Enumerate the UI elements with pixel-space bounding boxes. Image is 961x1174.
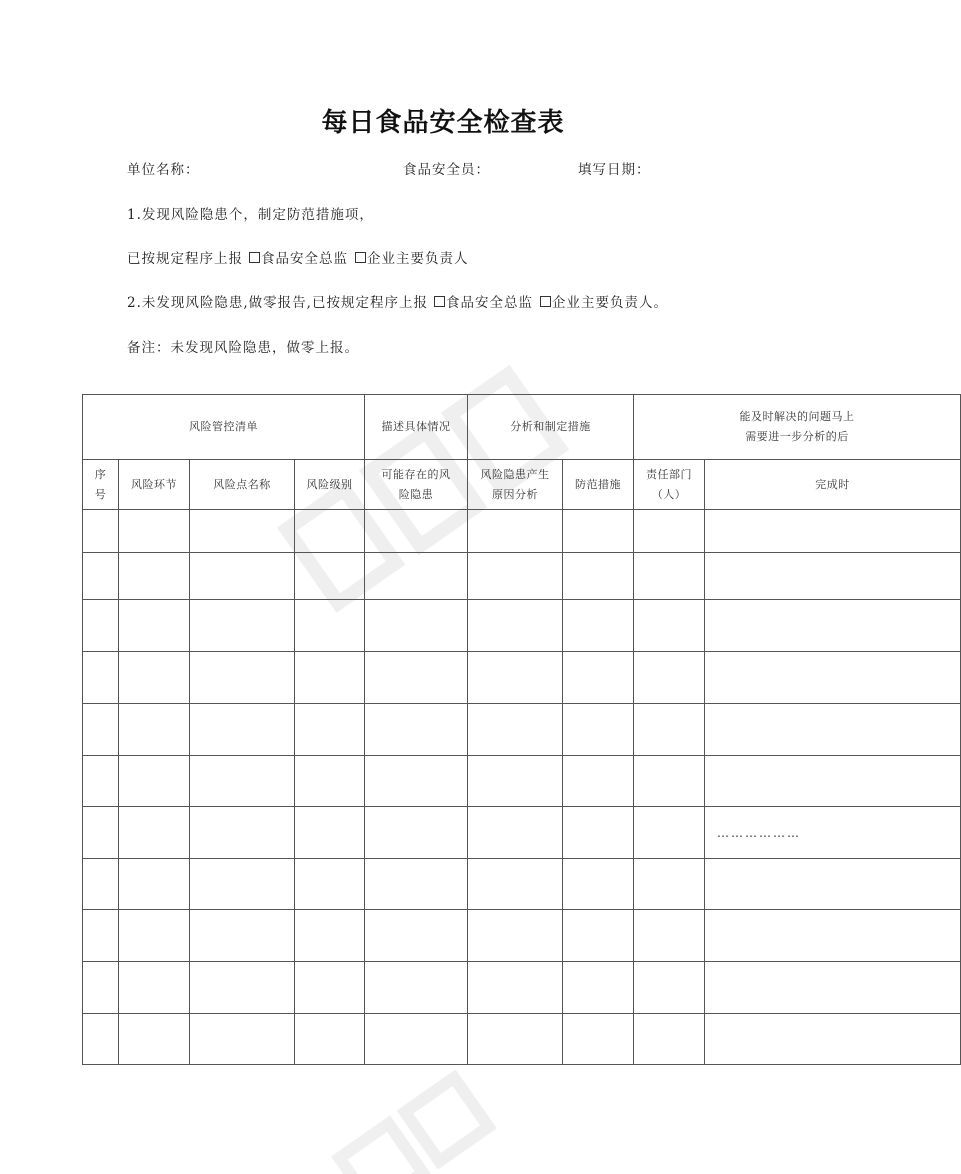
col-dept-line2: （人） — [651, 487, 687, 501]
col-seq — [83, 460, 119, 510]
table-cell[interactable] — [468, 910, 563, 962]
table-cell[interactable] — [705, 600, 961, 652]
table-cell[interactable] — [705, 756, 961, 807]
col-possible-hazard — [365, 460, 468, 510]
table-cell[interactable] — [563, 510, 634, 553]
table-cell[interactable] — [563, 553, 634, 600]
table-cell[interactable] — [295, 652, 365, 704]
table-cell[interactable] — [295, 704, 365, 756]
table-cell[interactable] — [119, 807, 190, 859]
table-cell[interactable] — [365, 910, 468, 962]
table-row — [83, 600, 961, 652]
remark: 备注：未发现风险隐患，做零上报。 — [127, 340, 359, 356]
col-cause-line1: 风险隐患产生 — [480, 467, 550, 481]
table-cell[interactable] — [295, 553, 365, 600]
table-cell[interactable] — [634, 1014, 705, 1065]
table-cell[interactable] — [468, 600, 563, 652]
table-cell[interactable] — [705, 910, 961, 962]
table-cell[interactable] — [365, 1014, 468, 1065]
option-company-head-2: 企业主要负责人。 — [551, 295, 668, 311]
table-cell[interactable] — [468, 510, 563, 553]
table-cell[interactable] — [190, 510, 295, 553]
header-risk-list: 风险管控清单 — [83, 395, 365, 460]
table-cell[interactable] — [119, 910, 190, 962]
table-cell[interactable] — [563, 910, 634, 962]
inspection-table — [82, 394, 961, 1065]
table-cell[interactable] — [119, 652, 190, 704]
table-cell[interactable] — [83, 1014, 119, 1065]
table-cell[interactable] — [468, 652, 563, 704]
checkbox-food-safety-director[interactable] — [249, 252, 260, 263]
table-cell[interactable] — [705, 510, 961, 553]
table-row — [83, 910, 961, 962]
unit-name-label: 单位名称： — [127, 162, 200, 178]
table-cell[interactable] — [365, 652, 468, 704]
table-cell[interactable] — [634, 510, 705, 553]
table-cell[interactable] — [634, 962, 705, 1014]
table-cell[interactable] — [563, 962, 634, 1014]
statement-risk-found: 1.发现风险隐患个，制定防范措施项， — [127, 207, 374, 223]
header-description: 描述具体情况 — [365, 395, 468, 460]
page-title: 每日食品安全检查表 — [321, 108, 565, 138]
col-responsible-dept — [634, 460, 705, 510]
table-cell[interactable] — [468, 553, 563, 600]
table-cell[interactable] — [634, 807, 705, 859]
header-analysis: 分析和制定措施 — [468, 395, 634, 460]
table-cell[interactable] — [83, 756, 119, 807]
table-cell[interactable] — [468, 1014, 563, 1065]
table-column-header-row — [83, 460, 961, 510]
table-cell[interactable] — [705, 807, 961, 859]
table-row — [83, 807, 961, 859]
checkbox-company-head-2[interactable] — [540, 296, 551, 307]
table-cell[interactable] — [563, 859, 634, 910]
table-cell[interactable] — [563, 1014, 634, 1065]
table-row — [83, 859, 961, 910]
table-cell[interactable] — [705, 704, 961, 756]
table-cell[interactable] — [295, 756, 365, 807]
table-cell[interactable] — [295, 600, 365, 652]
table-cell[interactable] — [468, 859, 563, 910]
table-cell[interactable] — [468, 704, 563, 756]
table-cell[interactable] — [295, 859, 365, 910]
table-cell[interactable] — [83, 704, 119, 756]
col-dept-line1: 责任部门 — [646, 467, 692, 481]
table-cell[interactable] — [190, 600, 295, 652]
table-cell[interactable] — [705, 962, 961, 1014]
table-cell[interactable] — [705, 859, 961, 910]
table-cell[interactable] — [119, 962, 190, 1014]
table-row — [83, 756, 961, 807]
table-cell[interactable] — [634, 756, 705, 807]
table-cell[interactable] — [563, 600, 634, 652]
checkbox-food-safety-director-2[interactable] — [434, 296, 445, 307]
report-prefix: 已按规定程序上报 — [127, 251, 243, 267]
table-cell[interactable] — [563, 704, 634, 756]
table-cell[interactable] — [190, 859, 295, 910]
col-risk-point-name: 风险点名称 — [190, 460, 295, 510]
table-cell[interactable] — [295, 807, 365, 859]
table-cell[interactable] — [563, 807, 634, 859]
ellipsis-marker: ……………… — [717, 825, 801, 840]
table-cell[interactable] — [365, 510, 468, 553]
table-row — [83, 962, 961, 1014]
header-resolution-line2: 需要进一步分析的后 — [745, 430, 849, 443]
table-cell[interactable] — [190, 1014, 295, 1065]
table-cell[interactable] — [365, 756, 468, 807]
table-cell[interactable] — [119, 553, 190, 600]
table-cell[interactable] — [83, 962, 119, 1014]
table-cell[interactable] — [83, 807, 119, 859]
option-food-safety-director: 食品安全总监 — [261, 251, 348, 267]
table-cell[interactable] — [634, 910, 705, 962]
table-cell[interactable] — [468, 756, 563, 807]
table-cell[interactable] — [83, 859, 119, 910]
statement-no-risk — [127, 291, 668, 311]
table-cell[interactable] — [119, 704, 190, 756]
table-cell[interactable] — [563, 652, 634, 704]
table-cell[interactable] — [190, 553, 295, 600]
table-row — [83, 652, 961, 704]
table-cell[interactable] — [634, 553, 705, 600]
table-cell[interactable] — [705, 652, 961, 704]
table-cell[interactable] — [295, 910, 365, 962]
col-seq-line2: 号 — [94, 487, 107, 501]
table-cell[interactable] — [295, 1014, 365, 1065]
checkbox-company-head[interactable] — [355, 252, 366, 263]
table-cell[interactable] — [190, 910, 295, 962]
table-cell[interactable] — [468, 807, 563, 859]
table-body — [83, 510, 961, 1065]
table-cell[interactable] — [705, 553, 961, 600]
col-possible-hazard-line1: 可能存在的风 — [381, 467, 451, 481]
col-prevention: 防范措施 — [563, 460, 634, 510]
table-cell[interactable] — [119, 510, 190, 553]
fill-date-label: 填写日期： — [578, 162, 651, 178]
table-cell[interactable] — [83, 510, 119, 553]
table-cell[interactable] — [295, 962, 365, 1014]
table-group-header-row — [83, 395, 961, 460]
table-cell[interactable] — [119, 600, 190, 652]
statement-report-line — [127, 247, 469, 267]
table-cell[interactable] — [365, 553, 468, 600]
col-cause-analysis — [468, 460, 563, 510]
table-cell[interactable] — [365, 807, 468, 859]
col-completion-time: 完成时 — [705, 460, 961, 510]
safety-officer-label: 食品安全员： — [403, 162, 490, 178]
table-cell[interactable] — [365, 600, 468, 652]
table-cell[interactable] — [83, 600, 119, 652]
table-cell[interactable] — [365, 704, 468, 756]
watermark-bottom — [300, 1080, 500, 1174]
table-cell[interactable] — [190, 962, 295, 1014]
table-cell[interactable] — [190, 704, 295, 756]
table-cell[interactable] — [83, 553, 119, 600]
col-possible-hazard-line2: 险隐患 — [398, 487, 434, 501]
no-risk-prefix: 2.未发现风险隐患,做零报告,已按规定程序上报 — [127, 295, 428, 311]
header-resolution — [634, 395, 961, 460]
table-cell[interactable] — [365, 962, 468, 1014]
table-cell[interactable] — [295, 510, 365, 553]
col-risk-stage: 风险环节 — [119, 460, 190, 510]
table-row — [83, 553, 961, 600]
table-row — [83, 510, 961, 553]
option-food-safety-director-2: 食品安全总监 — [445, 295, 533, 311]
table-cell[interactable] — [705, 1014, 961, 1065]
table-cell[interactable] — [634, 652, 705, 704]
table-cell[interactable] — [365, 859, 468, 910]
table-cell[interactable] — [119, 859, 190, 910]
col-cause-line2: 原因分析 — [492, 487, 538, 501]
table-cell[interactable] — [468, 962, 563, 1014]
table-cell[interactable] — [83, 652, 119, 704]
table-cell[interactable] — [190, 807, 295, 859]
col-risk-level: 风险级别 — [295, 460, 365, 510]
header-resolution-line1: 能及时解决的问题马上 — [739, 410, 855, 423]
table-row — [83, 1014, 961, 1065]
table-cell[interactable] — [190, 756, 295, 807]
option-company-head: 企业主要负责人 — [367, 251, 469, 267]
table-cell[interactable] — [563, 756, 634, 807]
table-cell[interactable] — [634, 600, 705, 652]
table-cell[interactable] — [634, 859, 705, 910]
table-cell[interactable] — [119, 756, 190, 807]
col-seq-line1: 序 — [94, 467, 107, 481]
table-cell[interactable] — [190, 652, 295, 704]
table-cell[interactable] — [83, 910, 119, 962]
table-cell[interactable] — [634, 704, 705, 756]
table-row — [83, 704, 961, 756]
table-cell[interactable] — [119, 1014, 190, 1065]
